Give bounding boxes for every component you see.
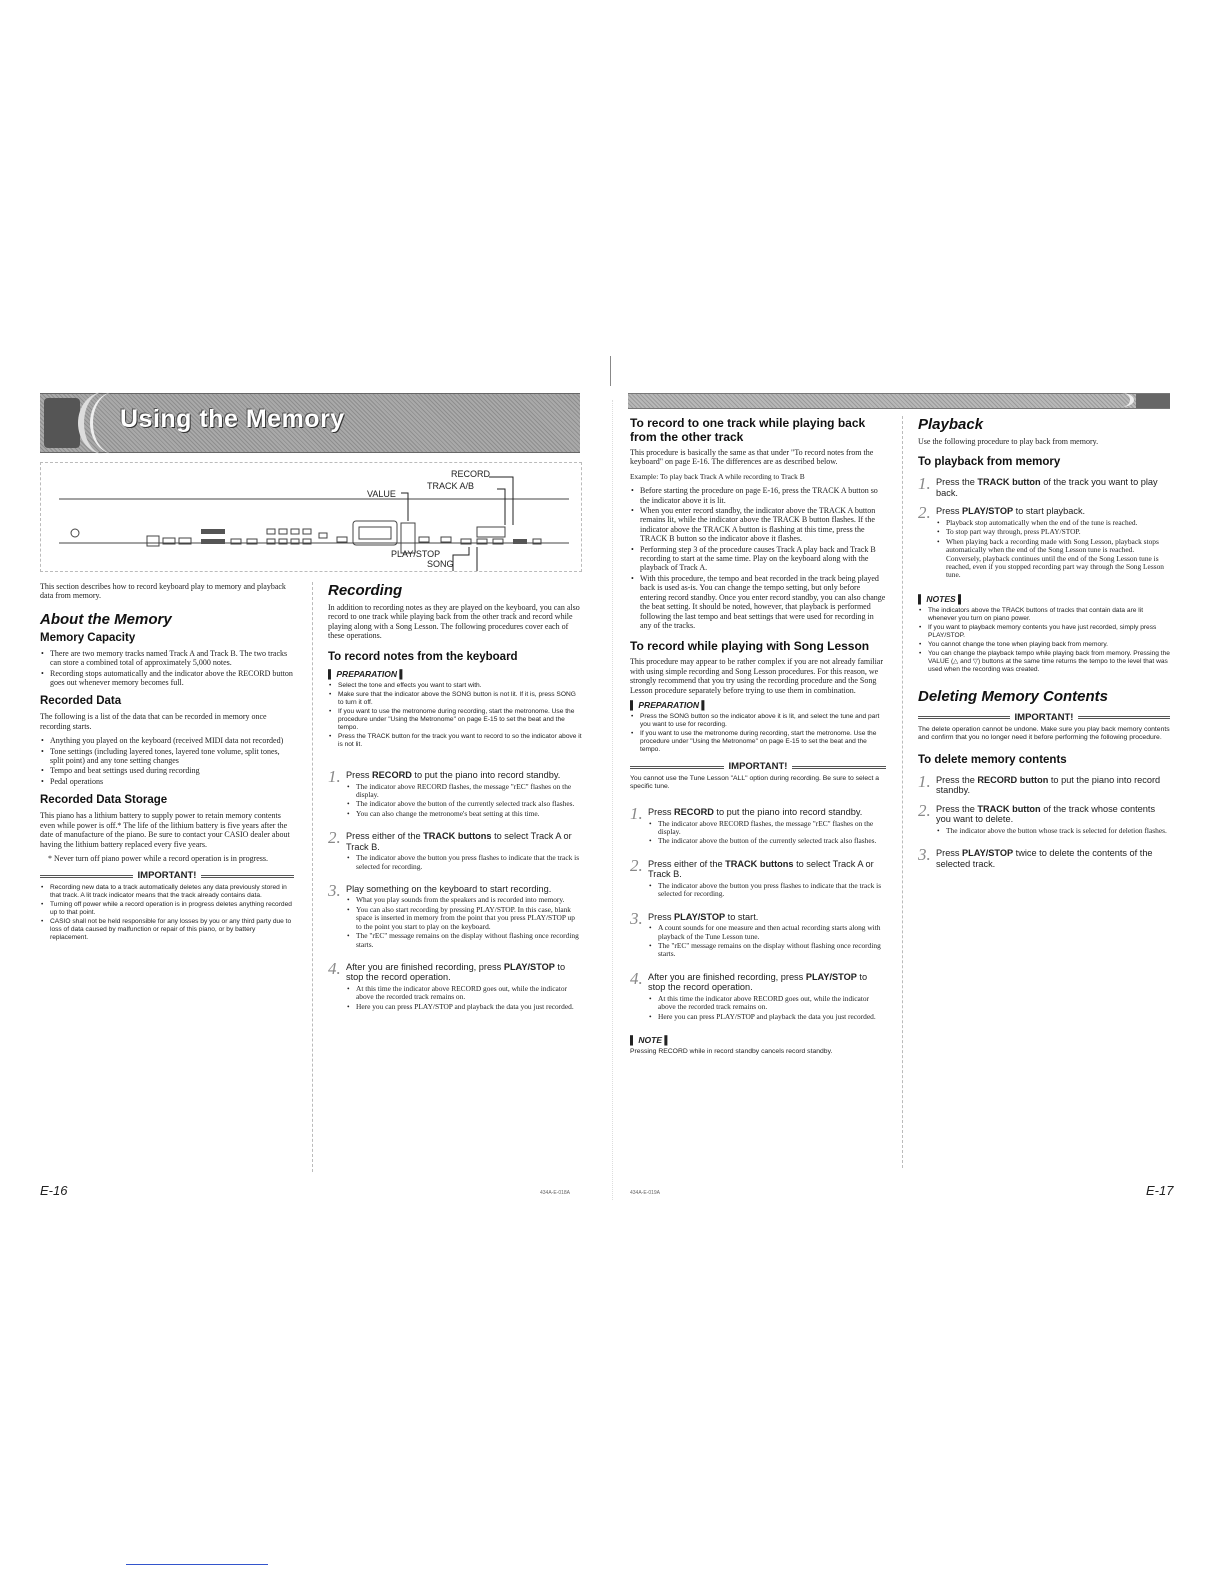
step-1 <box>328 767 582 823</box>
step-1 <box>918 771 1170 796</box>
recording-intro: In addition to recording notes as they are played on the keyboard, you can also record to one track while playing back from the other track and record while playing along with a Song Lesson. The following procedures cover each of these operations. <box>328 603 580 641</box>
step-number: 1. <box>328 767 341 787</box>
list-item: • Anything you played on the keyboard (received MIDI data not recorded) <box>50 736 294 745</box>
list-item: • At this time the indicator above RECORD goes out, while the indicator above the recorded track remains on. <box>658 995 886 1012</box>
playback-heading: Playback <box>918 416 984 433</box>
step-3 <box>918 845 1170 869</box>
step-4 <box>630 968 886 1026</box>
list-item: • The indicator above the button of the currently selected track also flashes. <box>658 837 886 845</box>
gutter-mark <box>610 356 611 386</box>
list-item: • The "rEC" message remains on the display without flashing once recording starts. <box>658 942 886 959</box>
storage-note-text: Never turn off piano power while a record operation is in progress. <box>54 853 269 863</box>
step-3 <box>630 908 886 964</box>
list-item: • Playback stop automatically when the end of the tune is reached. <box>946 519 1170 527</box>
page-number-left: E-16 <box>40 1183 68 1198</box>
step-text: Press PLAY/STOP to start. <box>648 911 759 922</box>
label-play-stop: PLAY/STOP <box>391 549 441 559</box>
step-number: 2. <box>328 828 341 848</box>
important-label: IMPORTANT! <box>728 761 788 773</box>
list-item: • You can also change the metronome's beat setting at this time. <box>356 810 582 818</box>
notes-label-text: NOTES <box>926 593 956 604</box>
list-item: • Performing step 3 of the procedure causes Track A play back and Track B recording to start at the same time. Play on the keyboard along with the playback of Track A. <box>640 545 886 573</box>
list-item: • Here you can press PLAY/STOP and playback the data you just recorded. <box>658 1013 886 1021</box>
one-track-intro: This procedure is basically the same as that under "To record notes from the keyboard" on page E-16. The differences are as described below. <box>630 448 874 467</box>
step-number: 4. <box>630 968 643 988</box>
list-item: • Press the TRACK button for the track you want to record to so the indicator above it is not lit. <box>338 733 582 749</box>
list-item: • Pedal operations <box>50 777 294 786</box>
step-1 <box>630 804 886 851</box>
preparation-label: ▌ PREPARATION ▌ <box>630 699 708 710</box>
recorded-data-intro: The following is a list of the data that can be recorded in memory once recording starts. <box>40 712 267 731</box>
label-song: SONG <box>427 559 454 569</box>
list-item: • You can change the playback tempo while playing back from memory. Pressing the VALUE (△ and ▽) buttons at the same time returns the tempo to the level that was used when the recording was created. <box>928 650 1170 674</box>
list-item: • The indicator above RECORD flashes, the message "rEC" flashes on the display. <box>356 783 582 800</box>
playback-intro: Use the following procedure to play back from memory. <box>918 437 1099 446</box>
about-heading: About the Memory <box>40 610 172 628</box>
deleting-heading: Deleting Memory Contents <box>918 688 1109 706</box>
left-column-1 <box>40 582 294 947</box>
list-item: • Before starting the procedure on page E-16, press the TRACK A button so the indicator above it is lit. <box>640 486 886 505</box>
panel-illustration <box>41 463 581 571</box>
important-box <box>40 871 294 880</box>
step-number: 3. <box>918 845 931 865</box>
list-item: • Select the tone and effects you want to start with. <box>338 682 582 690</box>
step-3 <box>328 880 582 954</box>
step-text: Press PLAY/STOP to start playback. <box>936 506 1086 517</box>
doc-code-right: 434A-E-019A <box>630 1190 661 1196</box>
right-column-1 <box>630 416 886 1057</box>
list-item: • You cannot change the tone when playing back from memory. <box>928 641 1170 649</box>
list-item: • The indicator above the button whose track is selected for deletion flashes. <box>946 827 1170 835</box>
playback-subheading: To playback from memory <box>918 456 1061 469</box>
example-text: Example: To play back Track A while recording to Track B <box>630 471 805 481</box>
recorded-data-heading: Recorded Data <box>40 695 122 708</box>
important-text: You cannot use the Tune Lesson "ALL" option during recording. Be sure to select a specific tune. <box>630 774 880 790</box>
list-item: • When you enter record standby, the indicator above the TRACK A button remains lit, while the indicator above the TRACK B button flashes. If the indicator above the TRACK A button is flashing at this time, press the TRACK B button so the indicator above it flashes. <box>640 506 886 544</box>
note-text: Pressing RECORD while in record standby cancels record standby. <box>630 1048 833 1056</box>
important-box <box>918 713 1170 722</box>
list-item: • Recording new data to a track automatically deletes any data previously stored in that track. A lit track indicator means that the track already contains data. <box>50 884 294 900</box>
list-item: • With this procedure, the tempo and beat recorded in the track being played back is used as-is. You can change the tempo setting, but only before entering record standby. Once you enter record standby, you can also change the beat setting. It should be noted, however, that playback is performed following the last tempo and beat settings that were used for recording in any of the tracks. <box>640 574 886 630</box>
preparation-label-text: PREPARATION <box>336 668 397 679</box>
list-item: • You can also start recording by pressing PLAY/STOP. In this case, blank space is inserted in memory from the point that you press PLAY/STOP up to the point you start to play on the keyboard. <box>356 906 582 931</box>
step-number: 2. <box>918 800 931 820</box>
step-text: Press either of the TRACK buttons to select Track A or Track B. <box>346 831 572 852</box>
step-2 <box>918 503 1170 584</box>
step-text: Press the RECORD button to put the piano into record standby. <box>936 774 1161 796</box>
step-text: Press RECORD to put the piano into record standby. <box>346 770 561 781</box>
list-item: • If you want to playback memory contents you have just recorded, simply press PLAY/STOP. <box>928 624 1170 640</box>
step-2 <box>630 855 886 904</box>
label-record: RECORD <box>451 469 491 479</box>
step-text: Press PLAY/STOP twice to delete the contents of the selected track. <box>936 848 1153 869</box>
step-text: Press either of the TRACK buttons to select Track A or Track B. <box>648 858 874 880</box>
notes-label: ▌ NOTES ▌ <box>918 593 965 604</box>
storage-heading: Recorded Data Storage <box>40 794 168 807</box>
list-item: • If you want to use the metronome during recording, start the metronome. Use the procedure under "Using the Metronome" on page E-15 to set the beat and the tempo. <box>338 708 582 732</box>
capacity-heading: Memory Capacity <box>40 631 136 644</box>
important-label: IMPORTANT! <box>1014 712 1074 724</box>
step-text: Press RECORD to put the piano into record standby. <box>648 807 863 818</box>
list-item: • There are two memory tracks named Track A and Track B. The two tracks can store a combined total of approximately 5,000 notes. <box>50 649 294 668</box>
list-item: • The indicator above the button of the currently selected track also flashes. <box>356 800 582 808</box>
right-column-2 <box>918 416 1170 873</box>
step-1 <box>918 474 1170 498</box>
right-banner <box>628 393 1170 409</box>
storage-text: This piano has a lithium battery to supply power to retain memory contents even while power is off.* The life of the lithium battery is five years after the date of manufacture of the piano. Be sure to contact your CASIO dealer about having the lithium battery replaced every five years. <box>40 811 290 849</box>
list-item: • Recording stops automatically and the indicator above the RECORD button goes out whenever memory becomes full. <box>50 669 294 688</box>
recording-heading: Recording <box>328 582 403 599</box>
preparation-label-text: PREPARATION <box>638 699 699 710</box>
left-column-2 <box>328 582 582 1020</box>
gutter-line <box>612 400 613 1200</box>
list-item: • Here you can press PLAY/STOP and playback the data you just recorded. <box>356 1003 582 1011</box>
banner-tab-icon <box>44 398 80 448</box>
list-item: • The indicator above RECORD flashes, the message "rEC" flashes on the display. <box>658 820 886 837</box>
intro-text: This section describes how to record keyboard play to memory and playback data from memory. <box>40 582 286 601</box>
panel-diagram <box>40 462 582 572</box>
lesson-intro: This procedure may appear to be rather complex if you are not already familiar with using simple recording and Song Lesson procedures. For this reason, we strongly recommend that you try using the recording procedure and the Song Lesson procedure separately before trying to use them in combination. <box>630 657 883 695</box>
record-keyboard-heading: To record notes from the keyboard <box>328 650 518 663</box>
column-divider <box>312 582 313 1172</box>
banner-arrow-icon <box>1108 393 1134 407</box>
lesson-heading: To record while playing with Song Lesson <box>630 639 870 654</box>
step-number: 2. <box>630 855 643 875</box>
one-track-heading: To record to one track while playing back from the other track <box>630 416 866 444</box>
preparation-label: ▌ PREPARATION ▌ <box>328 668 406 679</box>
step-text: Press the TRACK button of the track you want to play back. <box>936 477 1158 498</box>
important-text: The delete operation cannot be undone. Make sure you play back memory contents and confirm that you no longer need it before performing the following procedure. <box>918 725 1170 741</box>
delete-subheading: To delete memory contents <box>918 753 1067 766</box>
step-number: 2. <box>918 503 931 523</box>
list-item: • CASIO shall not be held responsible for any losses by you or any third party due to loss of data caused by malfunction or repair of this piano, or by battery replacement. <box>50 918 294 942</box>
doc-code-left: 434A-E-018A <box>540 1190 571 1196</box>
step-2 <box>918 800 1170 840</box>
list-item: • The indicator above the button you press flashes to indicate that the track is selected for recording. <box>658 882 886 899</box>
step-text: Play something on the keyboard to start recording. <box>346 883 552 894</box>
list-item: • The indicators above the TRACK buttons of tracks that contain data are lit whenever you turn on piano power. <box>928 607 1170 623</box>
list-item: • Tone settings (including layered tones, layered tone volume, split tones, split point) and any tone setting changes <box>50 747 294 766</box>
step-number: 1. <box>918 474 931 494</box>
list-item: • Make sure that the indicator above the SONG button is not lit. If it is, press SONG to turn it off. <box>338 691 582 707</box>
page-title: Using the Memory <box>120 405 345 433</box>
step-number: 4. <box>328 958 341 978</box>
step-number: 1. <box>918 771 931 791</box>
step-text: After you are finished recording, press PLAY/STOP to stop the record operation. <box>346 961 566 983</box>
step-4 <box>328 958 582 1016</box>
list-item: • What you play sounds from the speakers and is recorded into memory. <box>356 896 582 904</box>
page-number-right: E-17 <box>1146 1183 1174 1198</box>
important-label: IMPORTANT! <box>137 870 197 882</box>
important-box <box>630 762 886 771</box>
list-item: • If you want to use the metronome during recording, start the metronome. Use the procedure under "Using the Metronome" on page E-15 to set the beat and the tempo. <box>640 730 886 754</box>
list-item: • To stop part way through, press PLAY/STOP. <box>946 528 1170 536</box>
list-item: • The indicator above the button you press flashes to indicate that the track is selected for recording. <box>356 854 582 871</box>
list-item: • Turning off power while a record operation is in progress deletes anything recorded up to that point. <box>50 901 294 917</box>
column-divider <box>902 416 903 1168</box>
step-number: 3. <box>630 908 643 928</box>
step-number: 3. <box>328 880 341 900</box>
list-item: • At this time the indicator above RECORD goes out, while the indicator above the recorded track remains on. <box>356 985 582 1002</box>
label-track: TRACK A/B <box>427 481 475 491</box>
banner-end-block <box>1136 394 1170 408</box>
storage-note: * Never turn off piano power while a record operation is in progress. <box>48 853 269 863</box>
list-item: • Press the SONG button so the indicator above it is lit, and select the tune and part you want to use for recording. <box>640 713 886 729</box>
step-2 <box>328 828 582 876</box>
step-number: 1. <box>630 804 643 824</box>
list-item: • The "rEC" message remains on the display without flashing once recording starts. <box>356 932 582 949</box>
step-text: After you are finished recording, press PLAY/STOP to stop the record operation. <box>648 971 868 993</box>
bottom-link-line <box>126 1564 268 1565</box>
note-label: ▌ NOTE ▌ <box>630 1035 671 1046</box>
list-item: • When playing back a recording made with Song Lesson, playback stops automatically when the end of the Song Lesson tune is reached. Conversely, playback continues until the end of the Song Lesson tune is reached, even if you stopped recording part way through the Song Lesson tune. <box>946 538 1170 580</box>
list-item: • Tempo and beat settings used during recording <box>50 766 294 775</box>
list-item: • A count sounds for one measure and then actual recording starts along with playback of the Tune Lesson tune. <box>658 924 886 941</box>
note-label-text: NOTE <box>638 1035 663 1046</box>
banner <box>40 393 580 453</box>
label-value: VALUE <box>367 489 396 499</box>
step-text: Press the TRACK button of the track whose contents you want to delete. <box>936 803 1156 825</box>
